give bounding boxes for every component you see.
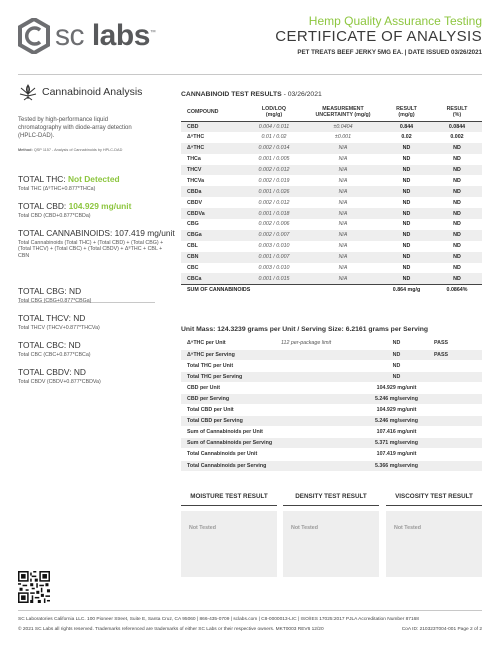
- total-thcv-block: TOTAL THCV: ND Total THCV (THCV+0.877*THCVa): [18, 313, 100, 331]
- moisture-test-box: MOISTURE TEST RESULT Not Tested: [181, 493, 277, 577]
- total-cbc-block: TOTAL CBC: ND Total CBC (CBC+0.877*CBCa): [18, 340, 91, 358]
- density-test-box: DENSITY TEST RESULT Not Tested: [283, 493, 379, 577]
- total-cbdv-block: TOTAL CBDV: ND Total CBDV (CBDV+0.877*CBDVa): [18, 367, 101, 385]
- total-thc-block: TOTAL THC: Not Detected Total THC (Δ⁹THC+0.877*THCa): [18, 174, 120, 192]
- sc-labs-logo: [18, 18, 155, 54]
- table-row: CBCa 0.001 / 0.015 N/A ND ND: [181, 273, 482, 284]
- table-row: THCV 0.002 / 0.012 N/A ND ND: [181, 165, 482, 176]
- cannabinoid-results-table: [181, 104, 482, 295]
- table-row: CBN 0.001 / 0.007 N/A ND ND: [181, 252, 482, 263]
- total-cbg-block: TOTAL CBG: ND Total CBG (CBG+0.877*CBGa): [18, 286, 92, 304]
- viscosity-test-box: VISCOSITY TEST RESULT Not Tested: [386, 493, 482, 577]
- table-row: CBGa 0.002 / 0.007 N/A ND ND: [181, 230, 482, 241]
- footer-divider: [18, 610, 482, 611]
- table-row: CBD per Serving 5.246 mg/serving: [181, 393, 482, 404]
- table-row: Δ⁹THC per Unit 112 per-package limit ND PASS: [181, 338, 482, 349]
- table-row: CBDV 0.002 / 0.012 N/A ND ND: [187, 199, 461, 206]
- table-row: Total THC per Unit ND: [181, 360, 482, 371]
- table-row: THCa 0.001 / 0.005 N/A ND ND: [187, 156, 461, 163]
- method-reference: Method: QSP 1157 - Analysis of Cannabinoids by HPLC-DAD: [18, 148, 123, 153]
- table-row: Δ⁹THC 0.002 / 0.014 N/A ND ND: [181, 143, 482, 154]
- method-description: Tested by high-performance liquid chromatography with diode-array detection (HPLC-DAD).: [18, 117, 132, 140]
- cannabis-leaf-icon: [18, 82, 38, 102]
- hexagon-logo-icon: [18, 18, 50, 54]
- footer-address: SC Laboratories California LLC. 100 Pioneer Street, Suite E, Santa Cruz, CA 95060 | 866-435-0709 | sclabs.com | C8-0000013-LIC | ISO/IES 17025:2017 PJLA Accreditation Number 87168: [18, 617, 419, 622]
- tagline: Hemp Quality Assurance Testing: [308, 14, 482, 28]
- document-title: CERTIFICATE OF ANALYSIS: [275, 28, 482, 45]
- qr-code-icon[interactable]: [18, 571, 50, 603]
- table-row: Δ⁸THC 0.01 / 0.02 ±0.001 0.02 0.002: [187, 134, 464, 141]
- footer-copyright: © 2021 SC Labs all rights reserved. Trademarks referenced are trademarks of either SC Labs or their respective owners. MKT0003 REV6 12/20: [18, 627, 324, 632]
- section-title: Cannabinoid Analysis: [18, 82, 170, 102]
- table-row: Δ⁹THC per Serving ND PASS: [181, 349, 482, 360]
- table-row: Total Cannabinoids per Unit 107.419 mg/unit: [181, 449, 482, 460]
- table-row: Total CBD per Unit 104.929 mg/unit: [181, 405, 482, 416]
- table-row: CBL 0.003 / 0.010 N/A ND ND: [187, 243, 461, 250]
- table-row: THCVa 0.002 / 0.019 N/A ND ND: [187, 177, 461, 184]
- table-row: Total CBD per Serving 5.246 mg/serving: [181, 416, 482, 427]
- table-row: CBG 0.002 / 0.006 N/A ND ND: [187, 221, 461, 228]
- table-row: Sum of Cannabinoids per Serving 5.371 mg/serving: [181, 438, 482, 449]
- footer-coa-id: CoA ID: 210323T004-001 Page 2 of 2: [401, 627, 482, 632]
- table-row: Sum of Cannabinoids per Unit 107.416 mg/unit: [181, 427, 482, 438]
- table-row: Total THC per Serving ND: [181, 371, 482, 382]
- cannabinoid-analysis-panel: [18, 80, 170, 152]
- total-cbd-block: TOTAL CBD: 104.929 mg/unit Total CBD (CBD+0.877*CBDa): [18, 201, 132, 219]
- table-header-row: COMPOUND LOD/LOQ (mg/g) MEASUREMENT UNCERTAINTY (mg/g) RESULT (mg/g) RESULT (%): [181, 104, 482, 121]
- per-unit-table: [181, 338, 482, 472]
- results-title: CANNABINOID TEST RESULTS - 03/26/2021: [181, 91, 322, 98]
- table-row: CBDa 0.001 / 0.026 N/A ND ND: [181, 186, 482, 197]
- header: [0, 0, 500, 75]
- logo-wordmark: sc labs™: [55, 19, 156, 52]
- table-row: CBC 0.003 / 0.010 N/A ND ND: [187, 265, 461, 272]
- table-row: CBD per Unit 104.929 mg/unit: [181, 382, 482, 393]
- table-row: Total Cannabinoids per Serving 5.366 mg/serving: [181, 460, 482, 471]
- product-line: PET TREATS BEEF JERKY 5MG EA. | DATE ISSUED 03/26/2021: [297, 49, 482, 56]
- total-cannabinoids-block: TOTAL CANNABINOIDS: 107.419 mg/unit Total Cannabinoids (Total THC) + (Total CBD) + (Total CBG) + (Total THCV) + (Total CBC) + (Total CBDV) + Δ⁸THC + CBL + CBN: [18, 228, 175, 260]
- sum-row: SUM OF CANNABINOIDS 0.864 mg/g 0.0864%: [181, 284, 482, 295]
- table-row: CBDVa 0.001 / 0.018 N/A ND ND: [181, 208, 482, 219]
- table-row: CBD 0.004 / 0.011 ±0.0404 0.844 0.0844: [181, 121, 482, 132]
- unit-mass-title: Unit Mass: 124.3239 grams per Unit / Serving Size: 6.2161 grams per Serving: [181, 326, 429, 333]
- header-divider: [18, 74, 482, 75]
